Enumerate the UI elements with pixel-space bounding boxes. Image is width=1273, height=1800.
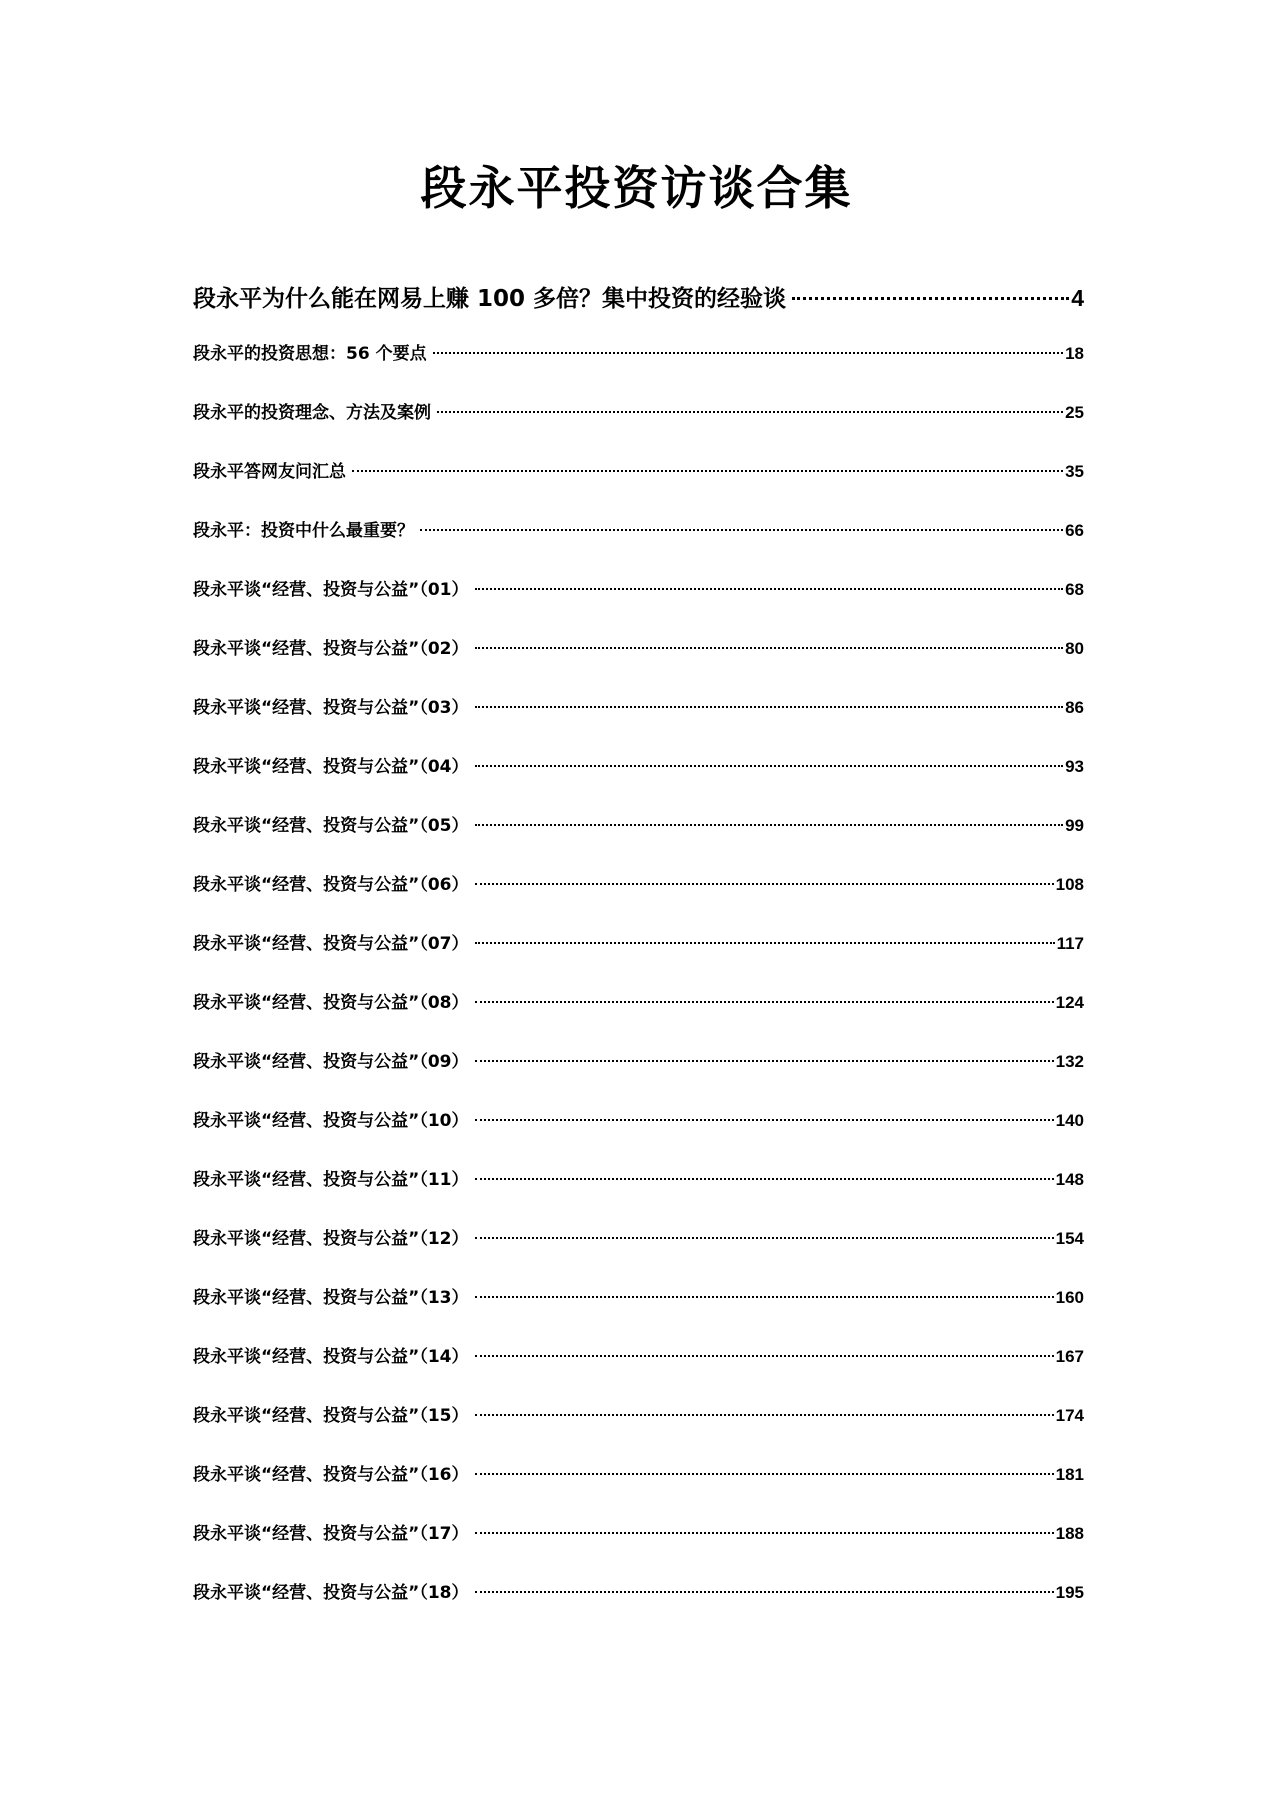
toc-page-number: 86 <box>1065 698 1084 717</box>
toc-entry[interactable] <box>193 578 1084 637</box>
toc-entry-label: 段永平谈“经营、投资与公益”（05） <box>193 816 469 836</box>
toc-page-number: 35 <box>1065 462 1084 481</box>
toc-entry[interactable] <box>193 1345 1084 1404</box>
toc-entry[interactable] <box>193 460 1084 519</box>
toc-entry-label: 段永平谈“经营、投资与公益”（09） <box>193 1052 469 1072</box>
toc-entry-label: 段永平谈“经营、投资与公益”（11） <box>193 1170 469 1190</box>
toc-page-number: 140 <box>1055 1111 1084 1130</box>
table-of-contents <box>193 284 1084 1640</box>
toc-entry-label: 段永平谈“经营、投资与公益”（01） <box>193 580 469 600</box>
toc-dot-leader <box>475 883 1054 885</box>
toc-entry-label: 段永平谈“经营、投资与公益”（02） <box>193 639 469 659</box>
toc-entry-label: 段永平谈“经营、投资与公益”（04） <box>193 757 469 777</box>
toc-dot-leader <box>420 529 1063 531</box>
toc-entry[interactable] <box>193 814 1084 873</box>
toc-page-number: 93 <box>1065 757 1084 776</box>
toc-page-number: 188 <box>1055 1524 1084 1543</box>
toc-dot-leader <box>475 1591 1054 1593</box>
toc-entry[interactable] <box>193 1404 1084 1463</box>
toc-entry[interactable] <box>193 755 1084 814</box>
toc-dot-leader <box>475 1532 1054 1534</box>
toc-entry[interactable] <box>193 1463 1084 1522</box>
toc-page-number: 80 <box>1065 639 1084 658</box>
toc-page-number: 68 <box>1065 580 1084 599</box>
toc-entry[interactable] <box>193 1168 1084 1227</box>
toc-entry-label: 段永平的投资思想：56 个要点 <box>193 344 427 364</box>
toc-dot-leader <box>475 1473 1054 1475</box>
toc-entry[interactable] <box>193 1109 1084 1168</box>
toc-entry-label: 段永平谈“经营、投资与公益”（08） <box>193 993 469 1013</box>
toc-entry[interactable] <box>193 1286 1084 1345</box>
toc-entry-label: 段永平：投资中什么最重要？ <box>193 521 414 541</box>
toc-dot-leader <box>475 1001 1054 1003</box>
toc-page-number: 66 <box>1065 521 1084 540</box>
toc-page-number: 25 <box>1065 403 1084 422</box>
document-title: 段永平投资访谈合集 <box>420 161 853 215</box>
toc-entry[interactable] <box>193 1581 1084 1640</box>
toc-dot-leader <box>475 1355 1054 1357</box>
toc-entry-label: 段永平的投资理念、方法及案例 <box>193 403 431 423</box>
toc-dot-leader <box>475 1414 1054 1416</box>
toc-dot-leader <box>475 588 1064 590</box>
toc-entry[interactable] <box>193 1227 1084 1286</box>
toc-dot-leader <box>433 352 1064 354</box>
toc-dot-leader <box>475 1119 1054 1121</box>
toc-entry[interactable] <box>193 519 1084 578</box>
toc-dot-leader <box>792 297 1069 300</box>
toc-entry-label: 段永平谈“经营、投资与公益”（17） <box>193 1524 469 1544</box>
toc-page-number: 148 <box>1055 1170 1084 1189</box>
toc-dot-leader <box>475 647 1064 649</box>
toc-entry-label: 段永平谈“经营、投资与公益”（12） <box>193 1229 469 1249</box>
toc-entry-label: 段永平谈“经营、投资与公益”（07） <box>193 934 469 954</box>
toc-dot-leader <box>437 411 1063 413</box>
toc-dot-leader <box>475 765 1064 767</box>
toc-page-number: 132 <box>1055 1052 1084 1071</box>
toc-entry-label: 段永平谈“经营、投资与公益”（03） <box>193 698 469 718</box>
toc-page-number: 160 <box>1055 1288 1084 1307</box>
toc-entry[interactable] <box>193 1050 1084 1109</box>
toc-entry[interactable] <box>193 991 1084 1050</box>
toc-dot-leader <box>475 1178 1054 1180</box>
toc-dot-leader <box>475 1060 1054 1062</box>
toc-page-number: 181 <box>1055 1465 1084 1484</box>
toc-entry[interactable] <box>193 637 1084 696</box>
toc-entry-label: 段永平谈“经营、投资与公益”（15） <box>193 1406 469 1426</box>
toc-dot-leader <box>475 1237 1054 1239</box>
toc-entry[interactable] <box>193 1522 1084 1581</box>
toc-page-number: 124 <box>1055 993 1084 1012</box>
toc-entry[interactable] <box>193 284 1084 342</box>
toc-page-number: 18 <box>1065 344 1084 363</box>
toc-page-number: 99 <box>1065 816 1084 835</box>
toc-entry-label: 段永平谈“经营、投资与公益”（06） <box>193 875 469 895</box>
toc-entry[interactable] <box>193 932 1084 991</box>
toc-entry-label: 段永平谈“经营、投资与公益”（16） <box>193 1465 469 1485</box>
toc-page-number: 4 <box>1071 285 1084 311</box>
toc-entry[interactable] <box>193 401 1084 460</box>
toc-entry-label: 段永平为什么能在网易上赚 100 多倍？集中投资的经验谈 <box>193 286 787 312</box>
toc-entry[interactable] <box>193 873 1084 932</box>
toc-entry-label: 段永平谈“经营、投资与公益”（13） <box>193 1288 469 1308</box>
toc-page-number: 108 <box>1055 875 1084 894</box>
toc-dot-leader <box>475 942 1055 944</box>
toc-dot-leader <box>475 706 1064 708</box>
toc-entry[interactable] <box>193 342 1084 401</box>
toc-dot-leader <box>475 1296 1054 1298</box>
toc-dot-leader <box>352 470 1063 472</box>
toc-entry-label: 段永平谈“经营、投资与公益”（14） <box>193 1347 469 1367</box>
toc-page-number: 174 <box>1055 1406 1084 1425</box>
toc-page-number: 117 <box>1056 934 1084 953</box>
toc-dot-leader <box>475 824 1064 826</box>
toc-page-number: 167 <box>1055 1347 1084 1366</box>
toc-entry-label: 段永平答网友问汇总 <box>193 462 346 482</box>
toc-page-number: 195 <box>1055 1583 1084 1602</box>
toc-entry-label: 段永平谈“经营、投资与公益”（10） <box>193 1111 469 1131</box>
toc-page-number: 154 <box>1055 1229 1084 1248</box>
toc-entry[interactable] <box>193 696 1084 755</box>
toc-entry-label: 段永平谈“经营、投资与公益”（18） <box>193 1583 469 1603</box>
